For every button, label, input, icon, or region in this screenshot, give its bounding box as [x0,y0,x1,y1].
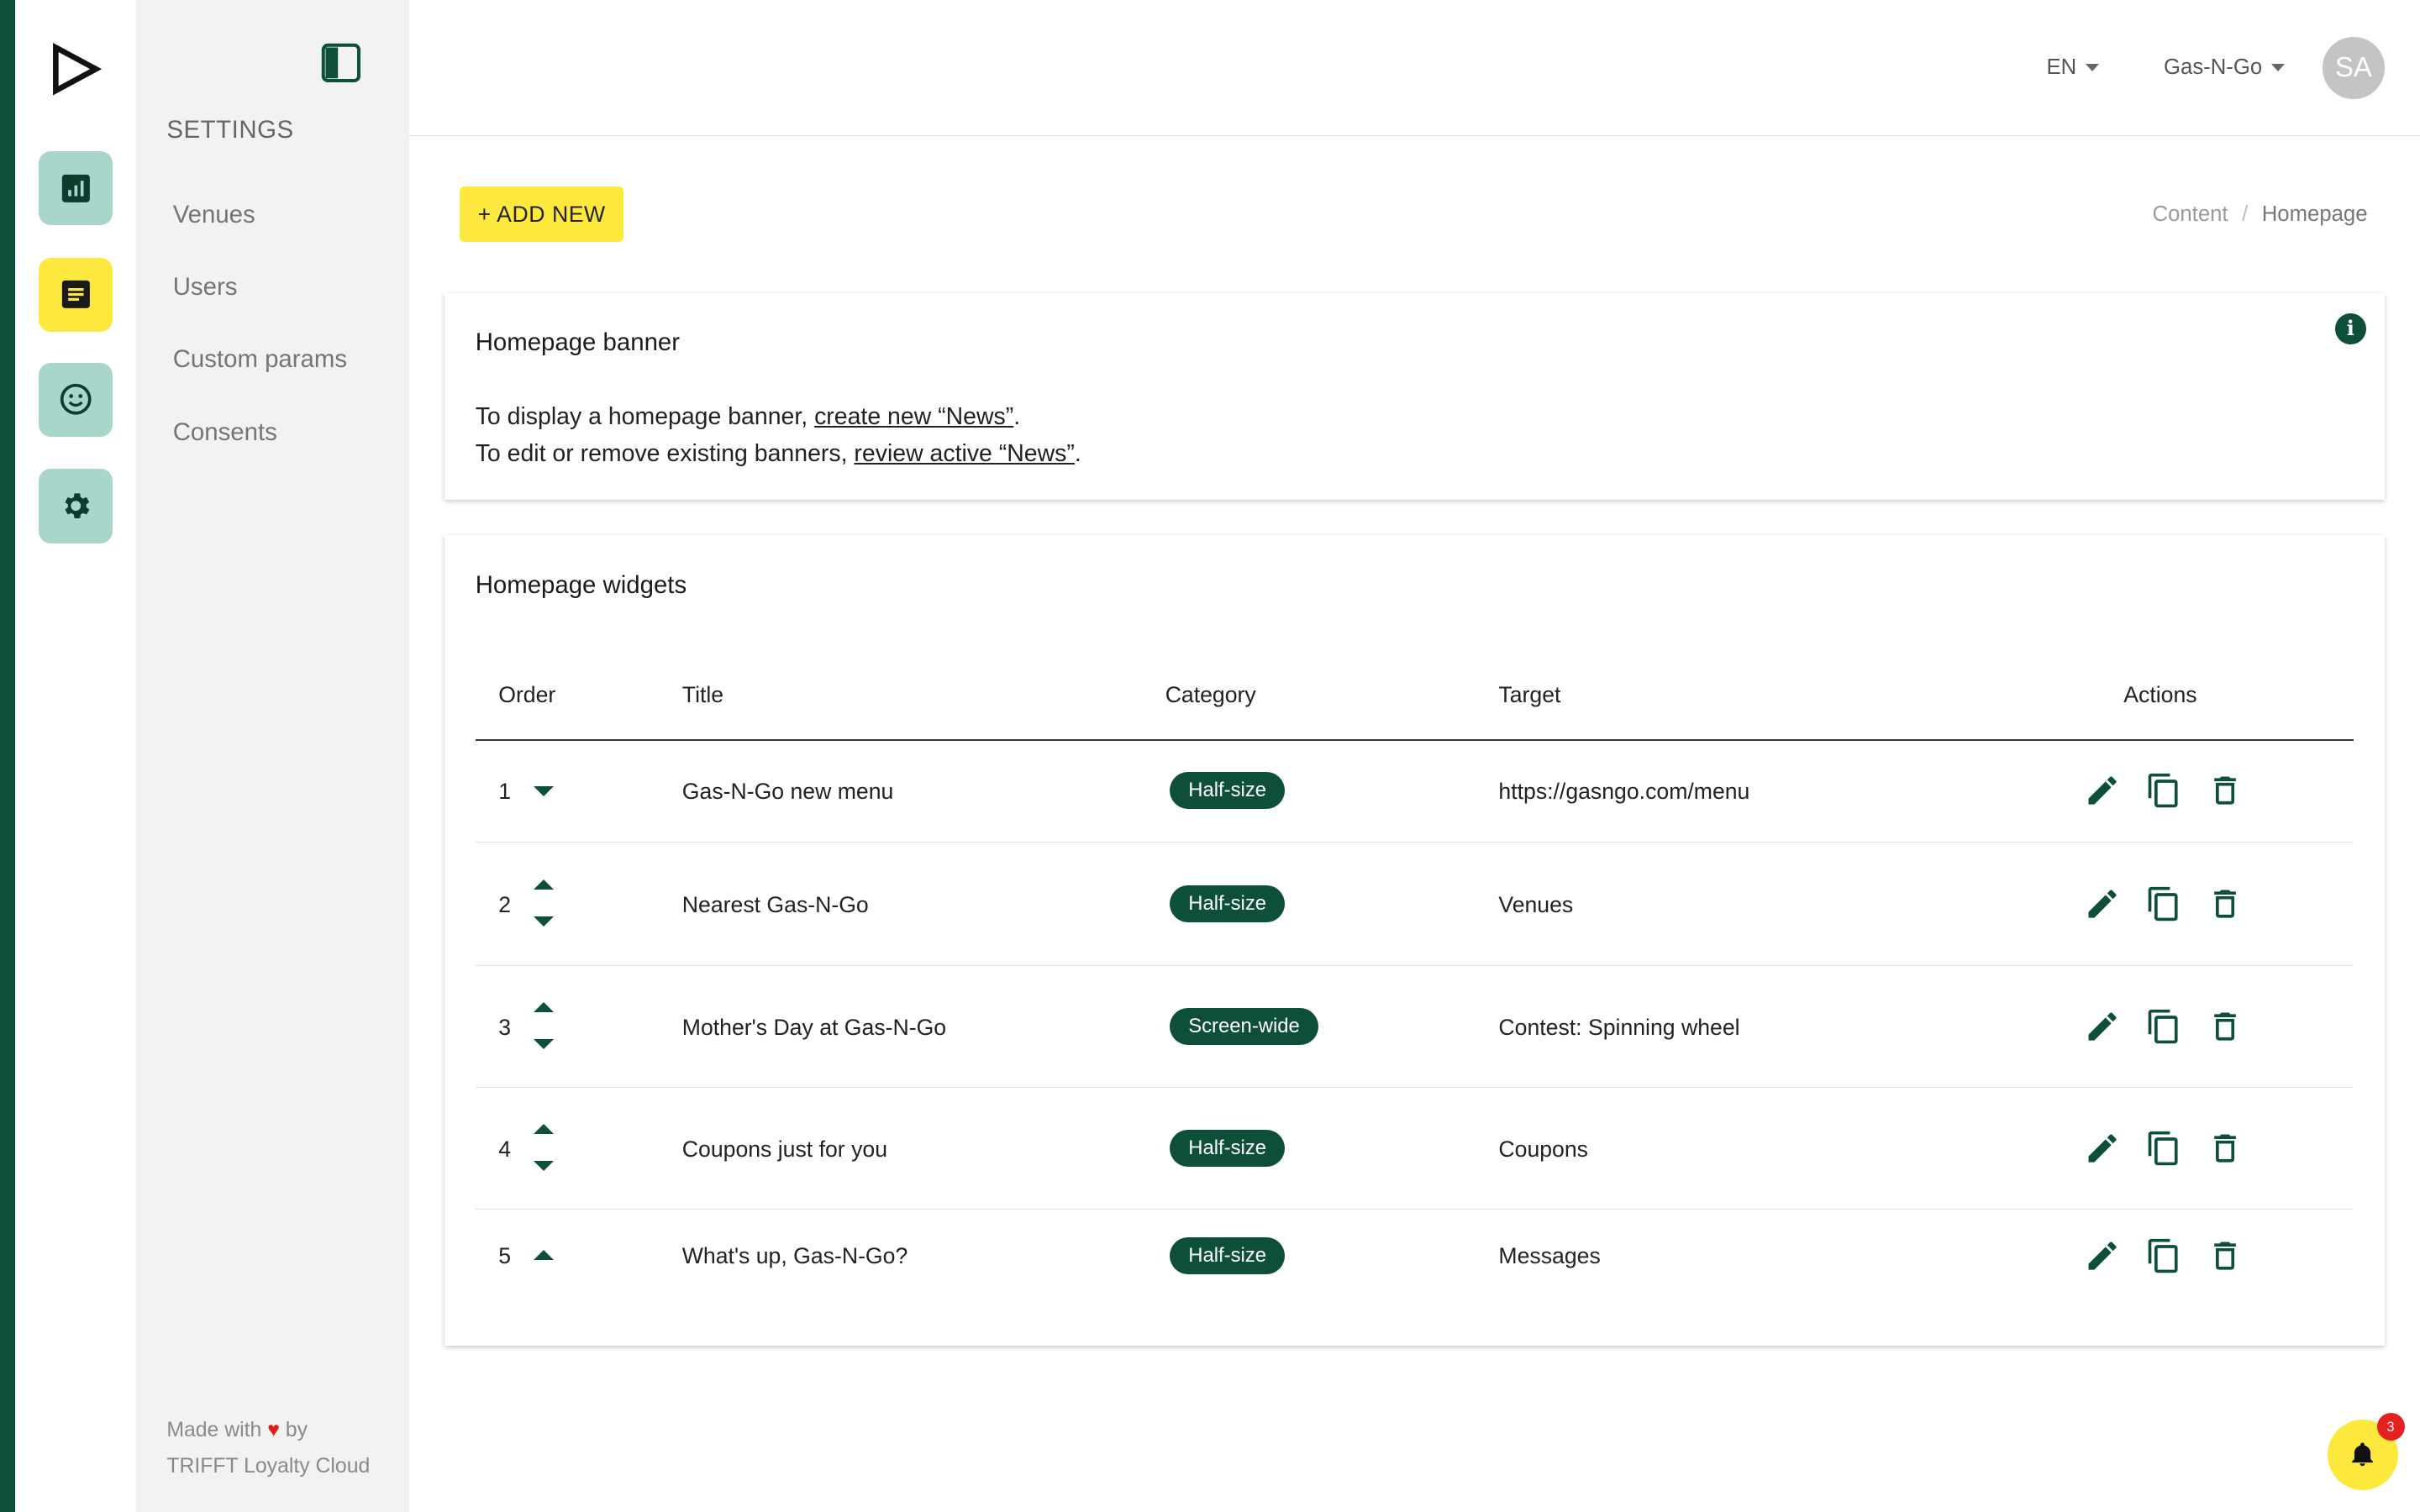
row-title: Coupons just for you [681,1136,887,1162]
row-title: Nearest Gas-N-Go [681,891,869,917]
chevron-down-icon [2271,64,2285,71]
nav-item-custom-params[interactable]: Custom params [172,345,348,374]
breadcrumb-content[interactable]: Content [2152,202,2228,226]
add-new-button[interactable]: + ADD NEW [460,186,623,242]
move-down-icon[interactable] [534,1039,554,1049]
table-header [476,682,2354,741]
move-down-icon[interactable] [534,916,554,927]
breadcrumb-separator: / [2242,202,2249,226]
rail-content-button[interactable] [39,258,113,332]
column-title[interactable]: Title [681,681,724,707]
delete-icon[interactable] [2207,885,2244,922]
create-news-link[interactable]: create new “News” [814,402,1014,430]
banner-line1-prefix: To display a homepage banner, [475,402,815,430]
chevron-down-icon [2086,64,2099,71]
move-up-icon[interactable] [534,879,554,890]
row-target: Contest: Spinning wheel [1498,1014,1740,1040]
reorder-controls [534,739,558,843]
footer-prefix: Made with [166,1419,262,1442]
breadcrumb [2153,202,2368,227]
delete-icon[interactable] [2207,1237,2244,1274]
reorder-controls [534,843,558,966]
row-order: 4 [498,1136,512,1162]
column-actions: Actions [2123,681,2197,707]
icon-rail [15,0,135,1512]
category-badge: Half-size [1170,1237,1285,1274]
notifications-button[interactable] [2328,1420,2398,1490]
table-row [476,739,2354,843]
edit-icon[interactable] [2084,1237,2121,1274]
top-bar [409,0,2420,136]
reorder-controls [534,1088,558,1210]
category-badge: Screen-wide [1170,1008,1318,1045]
row-order: 5 [498,1243,512,1269]
gear-icon [59,489,92,522]
info-icon[interactable]: i [2335,313,2366,344]
nav-item-consents[interactable]: Consents [172,417,277,446]
column-category[interactable]: Category [1165,681,1256,707]
chart-icon [60,173,92,204]
copy-icon[interactable] [2145,1008,2182,1045]
column-order[interactable]: Order [498,681,556,707]
table-row [476,966,2354,1088]
nav-item-venues[interactable]: Venues [172,200,255,228]
row-target: Coupons [1498,1136,1588,1162]
avatar[interactable]: SA [2323,37,2384,98]
category-badge: Half-size [1170,772,1285,809]
move-up-icon[interactable] [534,1002,554,1012]
banner-card-title: Homepage banner [475,328,681,357]
heart-icon: ♥ [267,1419,280,1442]
venue-dropdown[interactable] [2164,55,2285,80]
move-down-icon[interactable] [534,1161,554,1171]
delete-icon[interactable] [2207,1130,2244,1167]
row-title: Gas-N-Go new menu [681,778,894,804]
settings-panel [136,0,409,1512]
move-down-icon[interactable] [534,786,554,796]
copy-icon[interactable] [2145,1237,2182,1274]
copy-icon[interactable] [2145,885,2182,922]
rail-customers-button[interactable] [39,363,113,437]
footer-suffix: by [285,1419,308,1442]
language-dropdown[interactable] [2046,55,2099,80]
edit-icon[interactable] [2084,1008,2121,1045]
row-target: https://gasngo.com/menu [1498,778,1750,804]
delete-icon[interactable] [2207,772,2244,809]
column-target[interactable]: Target [1498,681,1561,707]
review-news-link[interactable]: review active “News” [854,439,1075,467]
row-target: Messages [1498,1243,1601,1269]
row-title: What's up, Gas-N-Go? [681,1243,908,1269]
category-badge: Half-size [1170,885,1285,922]
table-row [476,1210,2354,1302]
made-with-footer [166,1413,370,1484]
notification-count-badge: 3 [2377,1413,2405,1441]
homepage-banner-card [445,293,2385,500]
banner-line1-suffix: . [1013,402,1021,430]
breadcrumb-homepage: Homepage [2261,202,2368,226]
footer-company: TRIFFT Loyalty Cloud [166,1454,371,1478]
homepage-widgets-card [445,535,2385,1345]
table-row [476,1088,2354,1210]
banner-line2-prefix: To edit or remove existing banners, [475,439,855,467]
rail-settings-button[interactable] [39,469,113,543]
edit-icon[interactable] [2084,885,2121,922]
widgets-card-title: Homepage widgets [475,570,687,599]
bell-icon [2349,1441,2376,1468]
edit-icon[interactable] [2084,1130,2121,1167]
venue-value: Gas-N-Go [2164,55,2263,80]
row-order: 2 [498,891,512,917]
language-value: EN [2046,55,2077,80]
delete-icon[interactable] [2207,1008,2244,1045]
row-title: Mother's Day at Gas-N-Go [681,1014,947,1040]
edit-icon[interactable] [2084,772,2121,809]
document-icon [60,279,92,310]
move-up-icon[interactable] [534,1250,554,1260]
smiley-icon [59,382,92,416]
nav-item-users[interactable]: Users [172,273,238,302]
row-order: 1 [498,778,512,804]
copy-icon[interactable] [2145,1130,2182,1167]
reorder-controls [534,1210,558,1302]
table-row [476,843,2354,966]
banner-description [476,398,1081,472]
move-up-icon[interactable] [534,1124,554,1134]
row-order: 3 [498,1014,512,1040]
category-badge: Half-size [1170,1130,1285,1167]
row-target: Venues [1498,891,1574,917]
rail-dashboard-button[interactable] [39,151,113,225]
reorder-controls [534,966,558,1088]
banner-line2-suffix: . [1074,439,1081,467]
sidebar-toggle-icon[interactable] [321,43,361,83]
play-triangle-icon[interactable] [50,43,102,95]
copy-icon[interactable] [2145,772,2182,809]
brand-strip [0,0,15,1512]
settings-title: SETTINGS [166,115,294,144]
